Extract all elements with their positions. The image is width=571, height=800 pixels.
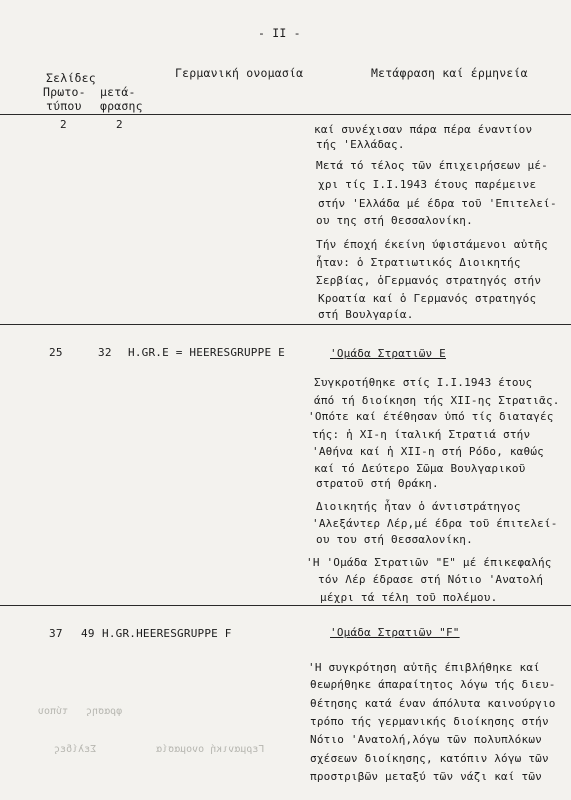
entry2-line: άπό τή διοίκηση τής ΧΙΙ-ης Στρατιᾶς. bbox=[314, 394, 560, 407]
entry2-line: καί τό Δεύτερο Σῶμα Βουλγαρικοῦ bbox=[314, 462, 526, 475]
entry1-line: καί συνέχισαν πάρα πέρα έναντίον bbox=[314, 123, 533, 136]
entry2-line: τής: ἡ ΧΙ-η ίταλική Στρατιά στήν bbox=[312, 428, 531, 441]
original-column-header-line2: τύπου bbox=[46, 99, 82, 113]
entry1-line: ου της στή Θεσσαλονίκη. bbox=[316, 214, 473, 227]
entry2-german-name: H.GR.E = HEERESGRUPPE E bbox=[128, 346, 285, 359]
entry1-line: Σερβίας, ὁΓερμανός στρατηγός στήν bbox=[316, 274, 542, 287]
entry2-greek-title: 'Ομάδα Στρατιῶν Ε bbox=[330, 347, 446, 360]
entry3-greek-title: 'Ομάδα Στρατιῶν "F" bbox=[330, 626, 460, 639]
entry2-translation-page: 32 bbox=[98, 346, 112, 359]
entry3-line: θέτησης κατά έναν άπόλυτα καινούργιο bbox=[310, 697, 556, 710]
header-divider bbox=[0, 114, 571, 115]
entry1-line: στή Βουλγαρία. bbox=[318, 308, 414, 321]
entry3-line: 'Η συγκρότηση αὐτῆς έπιβλήθηκε καί bbox=[308, 661, 540, 674]
entry2-line: 'Αλεξάντερ Λέρ,μέ έδρα τοῦ έπιτελεί- bbox=[312, 517, 558, 530]
entry3-translation-page: 49 bbox=[81, 627, 95, 640]
entry-divider bbox=[0, 324, 571, 325]
entry3-line: θεωρήθηκε άπαραίτητος λόγω τής διευ- bbox=[310, 678, 556, 691]
entry2-line: μέχρι τά τέλη τοῦ πολέμου. bbox=[320, 591, 498, 604]
entry1-line: τής 'Ελλάδας. bbox=[316, 138, 405, 151]
entry3-german-name: H.GR.HEERESGRUPPE F bbox=[102, 627, 232, 640]
translation-page-column-header-line1: μετά- bbox=[100, 85, 136, 99]
entry2-original-page: 25 bbox=[49, 346, 63, 359]
entry3-original-page: 37 bbox=[49, 627, 63, 640]
entry1-translation-page: 2 bbox=[116, 118, 123, 131]
bleed-through-translation-label: φρασης bbox=[86, 706, 123, 717]
entry2-line: 'Η 'Ομάδα Στρατιῶν "Ε" μέ έπικεφαλής bbox=[306, 556, 552, 569]
pages-column-header: Σελίδες bbox=[46, 71, 96, 85]
bleed-through-pages-label: Σελίδες bbox=[54, 744, 97, 755]
bleed-through-original-label: τύπου bbox=[38, 706, 69, 717]
translation-page-column-header-line2: φρασης bbox=[100, 99, 143, 113]
entry2-line: Διοικητής ἦταν ὁ άντιστράτηγος bbox=[316, 500, 521, 513]
entry3-line: προστριβῶν μεταξύ τῶν νάζι καί τῶν bbox=[310, 770, 542, 783]
entry3-line: σχέσεων διοίκησης, κατόπιν λόγω τῶν bbox=[310, 752, 549, 765]
entry2-line: τόν Λέρ έδρασε στή Νότιο 'Ανατολή bbox=[318, 573, 544, 586]
translation-column-header: Μετάφραση καί έρμηνεία bbox=[371, 66, 528, 80]
entry2-line: στρατοῦ στή Θράκη. bbox=[316, 477, 439, 490]
original-column-header-line1: Πρωτο- bbox=[43, 85, 86, 99]
page-number: - II - bbox=[258, 26, 301, 40]
entry1-line: Μετά τό τέλος τῶν έπιχειρήσεων μέ- bbox=[316, 159, 548, 172]
entry1-line: Κροατία καί ὁ Γερμανός στρατηγός bbox=[318, 292, 537, 305]
german-name-column-header: Γερμανική ονομασία bbox=[175, 66, 304, 80]
entry1-line: χρι τίς Ι.Ι.1943 έτους παρέμεινε bbox=[318, 178, 537, 191]
entry2-line: ου του στή Θεσσαλονίκη. bbox=[316, 533, 473, 546]
entry2-line: Συγκροτήθηκε στίς Ι.Ι.1943 έτους bbox=[314, 376, 533, 389]
entry2-line: 'Οπότε καί έτέθησαν ὑπό τίς διαταγές bbox=[308, 410, 554, 423]
entry-divider bbox=[0, 605, 571, 606]
entry1-line: Τήν έποχή έκείνη ύφιστάμενοι αὐτῆς bbox=[316, 238, 548, 251]
entry1-original-page: 2 bbox=[60, 118, 67, 131]
entry3-line: Νότιο 'Ανατολή,λόγω τῶν πολυπλόκων bbox=[310, 733, 542, 746]
bleed-through-german-name-label: Γερμανική ονομασία bbox=[156, 744, 265, 755]
entry3-line: τρόπο τής γερμανικής διοίκησης στήν bbox=[310, 715, 549, 728]
entry1-line: στήν 'Ελλάδα μέ έδρα τοῦ 'Επιτελεί- bbox=[318, 197, 557, 210]
entry2-line: 'Αθήνα καί ἡ ΧΙΙ-η στή Ρόδο, καθώς bbox=[312, 445, 544, 458]
entry1-line: ἦταν: ὁ Στρατιωτικός Διοικητής bbox=[316, 256, 521, 269]
